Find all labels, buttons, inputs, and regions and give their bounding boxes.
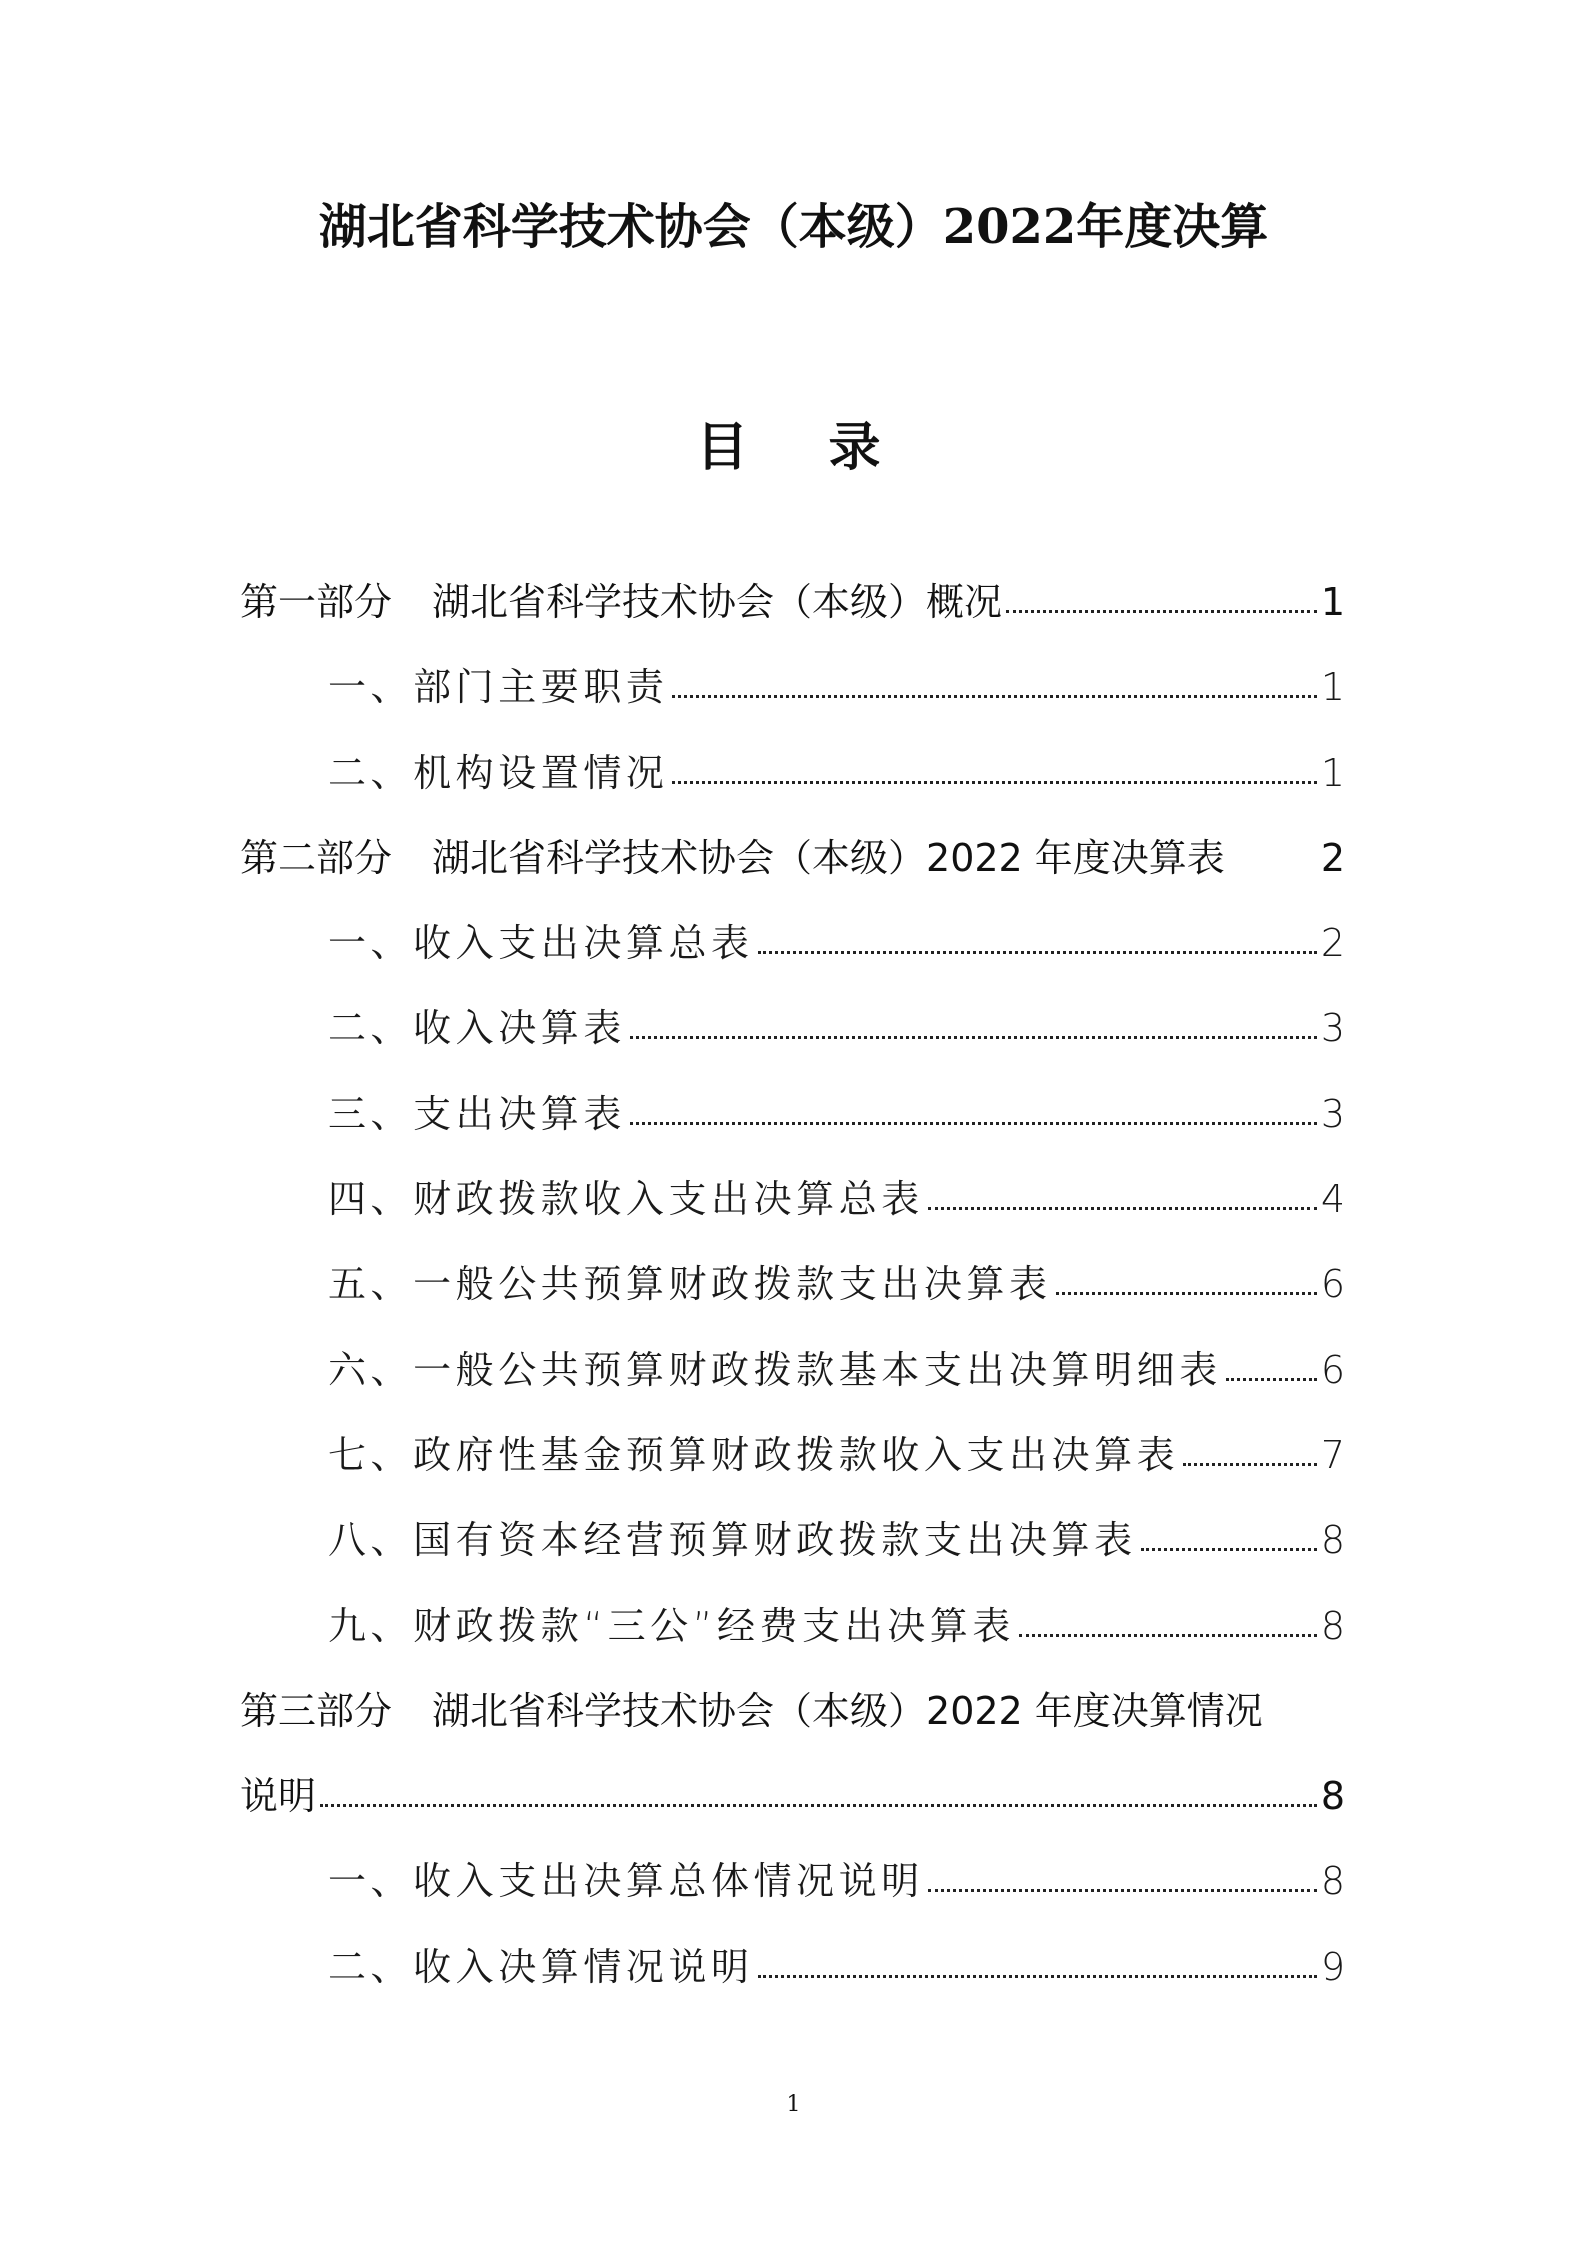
toc-item[interactable] <box>240 1584 1345 1669</box>
dot-leader <box>758 1975 1317 1978</box>
toc-part-number: 第一部分 <box>240 580 393 624</box>
dot-leader <box>1056 1292 1317 1295</box>
page-number: 1 <box>786 2092 801 2117</box>
toc-page-number: 2 <box>1320 835 1345 880</box>
dot-leader <box>1226 1378 1317 1381</box>
toc-entry-text: 二、收入决算情况说明 <box>328 1944 754 1989</box>
toc-page-number: 7 <box>1320 1432 1345 1477</box>
dot-leader <box>320 1804 1317 1807</box>
toc-entry-text: 四、财政拨款收入支出决算总表 <box>328 1177 924 1222</box>
dot-leader <box>928 1889 1317 1892</box>
toc-page-number: 1 <box>1320 580 1345 624</box>
toc-entry-text: 二、收入决算表 <box>328 1006 626 1051</box>
toc-entry-text: 五、一般公共预算财政拨款支出决算表 <box>328 1262 1052 1307</box>
toc-entry-text: 一、收入支出决算总表 <box>328 921 754 966</box>
toc-page-number: 9 <box>1320 1944 1345 1989</box>
toc-item[interactable] <box>240 1498 1345 1583</box>
toc-page-number: 8 <box>1320 1603 1345 1648</box>
toc-entry-text: 湖北省科学技术协会（本级）2022 年度决算情况 <box>432 1688 1263 1733</box>
toc-item[interactable] <box>240 1925 1345 2010</box>
toc-item[interactable] <box>240 1072 1345 1157</box>
dot-leader <box>758 951 1317 954</box>
toc-entry-text: 二、机构设置情况 <box>328 750 669 795</box>
toc-part-3[interactable] <box>240 1669 1345 1754</box>
toc-page-number: 3 <box>1320 1006 1345 1051</box>
toc-entry-text: 八、国有资本经营预算财政拨款支出决算表 <box>328 1518 1137 1563</box>
toc-page-number: 4 <box>1320 1177 1345 1222</box>
toc-entry-text: 九、财政拨款“三公”经费支出决算表 <box>328 1603 1015 1648</box>
toc-page-number: 8 <box>1320 1774 1345 1819</box>
dot-leader <box>928 1207 1317 1210</box>
toc-part-1[interactable] <box>240 560 1345 645</box>
toc-item[interactable] <box>240 1839 1345 1924</box>
toc-item[interactable] <box>240 1157 1345 1242</box>
dot-leader <box>1183 1463 1317 1466</box>
table-of-contents <box>240 560 1345 2010</box>
toc-entry-text: 六、一般公共预算财政拨款基本支出决算明细表 <box>328 1347 1222 1392</box>
toc-page-number: 6 <box>1320 1262 1345 1307</box>
toc-entry-text: 三、支出决算表 <box>328 1091 626 1136</box>
toc-item[interactable] <box>240 986 1345 1071</box>
toc-heading-right: 录 <box>828 417 891 478</box>
toc-page-number: 1 <box>1320 750 1345 795</box>
toc-part-3-continued[interactable] <box>240 1754 1345 1839</box>
dot-leader <box>630 1036 1317 1039</box>
dot-leader <box>630 1122 1317 1125</box>
toc-item[interactable] <box>240 1413 1345 1498</box>
toc-entry-text: 湖北省科学技术协会（本级）概况 <box>432 580 1003 624</box>
toc-item[interactable] <box>240 1242 1345 1327</box>
toc-item[interactable] <box>240 1328 1345 1413</box>
dot-leader <box>1141 1548 1317 1551</box>
toc-entry-text: 七、政府性基金预算财政拨款收入支出决算表 <box>328 1432 1180 1477</box>
toc-heading-left: 目 <box>696 417 759 478</box>
toc-part-number: 第三部分 <box>240 1688 393 1733</box>
toc-page-number: 8 <box>1320 1859 1345 1904</box>
toc-heading <box>0 417 1587 478</box>
toc-page-number: 3 <box>1320 1091 1345 1136</box>
dot-leader <box>672 781 1316 784</box>
toc-page-number: 1 <box>1320 665 1345 710</box>
dot-leader <box>1006 610 1317 613</box>
toc-item[interactable] <box>240 731 1345 816</box>
toc-item[interactable] <box>240 901 1345 986</box>
toc-entry-text: 一、部门主要职责 <box>328 665 669 710</box>
toc-entry-text: 说明 <box>240 1774 317 1819</box>
document-title: 湖北省科学技术协会（本级）2022年度决算 <box>318 199 1269 255</box>
toc-page-number: 6 <box>1320 1347 1345 1392</box>
toc-item[interactable] <box>240 645 1345 730</box>
dot-leader <box>672 695 1316 698</box>
toc-part-number: 第二部分 <box>240 835 393 880</box>
toc-entry-text: 湖北省科学技术协会（本级）2022 年度决算表 <box>432 835 1225 880</box>
dot-leader <box>1019 1634 1317 1637</box>
toc-page-number: 2 <box>1320 921 1345 966</box>
toc-page-number: 8 <box>1320 1518 1345 1563</box>
toc-entry-text: 一、收入支出决算总体情况说明 <box>328 1859 924 1904</box>
toc-part-2[interactable] <box>240 816 1345 901</box>
